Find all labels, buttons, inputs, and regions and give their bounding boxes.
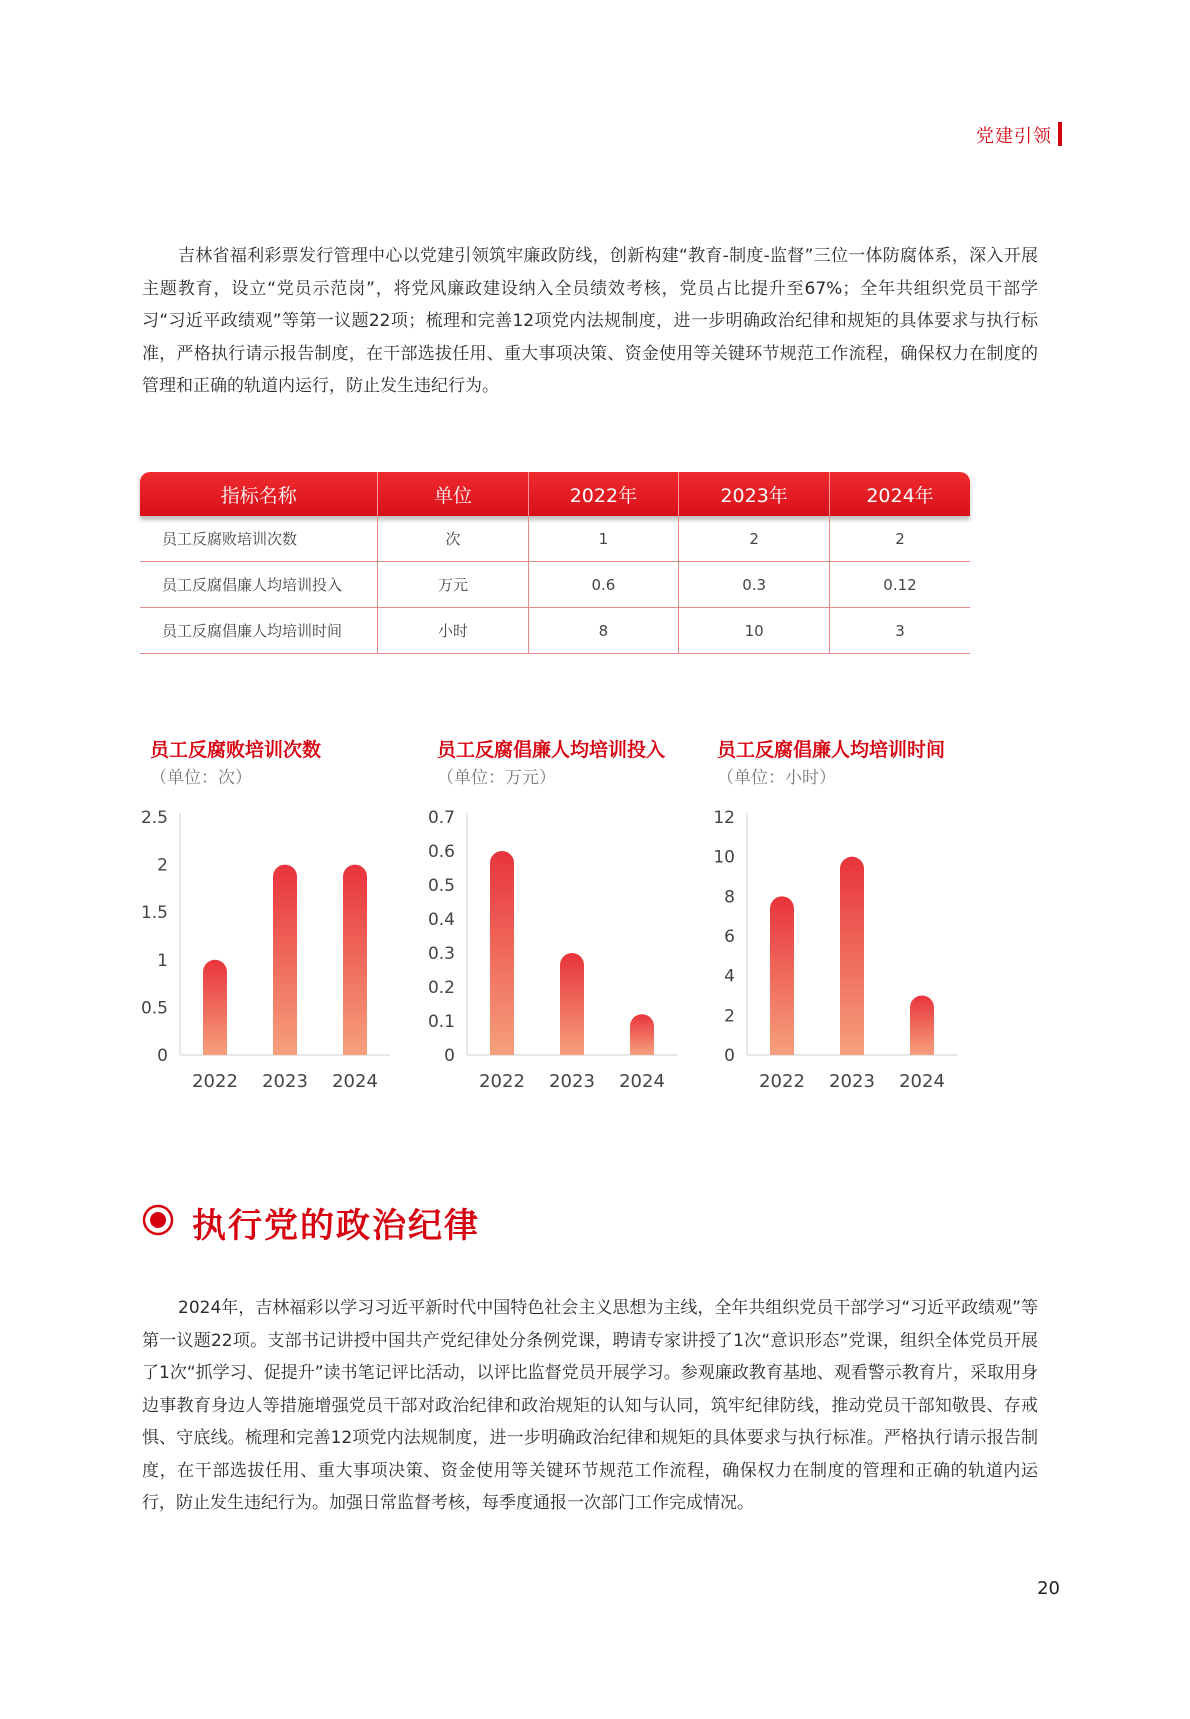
chart-title: 员工反腐倡廉人均培训投入	[437, 739, 666, 761]
y-tick-label: 6	[724, 927, 735, 947]
table-cell: 3	[830, 608, 971, 654]
chart-plot	[705, 805, 965, 1145]
y-tick-label: 2.5	[140, 808, 168, 828]
bar-2022	[203, 960, 227, 1055]
intro-paragraph: 吉林省福利彩票发行管理中心以党建引领筑牢廉政防线，创新构建“教育-制度-监督”三位一体防腐体系，深入开展主题教育，设立“党员示范岗”，将党风廉政建设纳入全员绩效考核，党员占比提升至67%；全年共组织党员干部学习“习近平政绩观”等第一议题22项；梳理和完善12项党内法规制度，进一步明确政治纪律和规矩的具体要求与执行标准，严格执行请示报告制度，在干部选拔任用、重大事项决策、资金使用等关键环节规范工作流程，确保权力在制度的管理和正确的轨道内运行，防止发生违纪行为。	[142, 246, 1038, 396]
y-tick-label: 1	[157, 950, 168, 971]
chart-unit: （单位：小时）	[717, 768, 836, 788]
x-tick-label: 2024	[619, 1071, 665, 1092]
y-tick-label: 1.5	[140, 903, 168, 924]
table-cell: 2	[830, 516, 971, 562]
y-tick-label: 0.6	[427, 842, 455, 862]
bar-2023	[273, 865, 297, 1055]
page-number: 20	[1037, 1578, 1060, 1599]
y-tick-label: 4	[724, 966, 735, 987]
chart-unit: （单位：万元）	[437, 768, 556, 788]
section-tag-bar	[1058, 122, 1062, 146]
chart-title: 员工反腐倡廉人均培训时间	[717, 739, 946, 761]
table-header-cell: 2023年	[679, 472, 830, 516]
table-cell: 2	[679, 516, 830, 562]
y-tick-label: 0.5	[427, 876, 455, 896]
chart-plot	[138, 805, 398, 1145]
x-tick-label: 2024	[332, 1071, 378, 1092]
section-title: 执行党的政治纪律	[192, 1206, 480, 1246]
y-tick-label: 0.5	[140, 998, 168, 1019]
table-row	[140, 608, 970, 654]
bar-2022	[490, 851, 514, 1055]
table-row	[140, 562, 970, 608]
bar-2024	[343, 865, 367, 1055]
bar-2022	[770, 896, 794, 1055]
chart-plot	[425, 805, 685, 1145]
y-tick-label: 0	[157, 1046, 168, 1066]
x-tick-label: 2024	[899, 1071, 945, 1092]
x-tick-label: 2022	[192, 1071, 238, 1092]
y-tick-label: 8	[724, 887, 735, 908]
bar-2023	[840, 857, 864, 1055]
y-tick-label: 0.1	[427, 1012, 455, 1032]
chart-training-investment	[425, 735, 715, 1135]
table-header-cell: 指标名称	[140, 472, 378, 516]
chart-title: 员工反腐败培训次数	[150, 739, 322, 761]
chart-training-hours	[705, 735, 995, 1135]
y-tick-label: 12	[713, 808, 735, 828]
table-cell: 次	[378, 516, 528, 562]
table-cell: 员工反腐败培训次数	[140, 516, 378, 562]
y-tick-label: 10	[713, 847, 735, 868]
chart-training-count	[138, 735, 428, 1135]
table-header-cell: 2022年	[528, 472, 679, 516]
table-header-row	[140, 472, 970, 516]
chart-unit: （单位：次）	[150, 768, 252, 788]
table-cell: 0.12	[830, 562, 971, 608]
table-cell: 1	[528, 516, 679, 562]
table-cell: 万元	[378, 562, 528, 608]
y-tick-label: 0.4	[427, 910, 455, 930]
body-paragraph: 2024年，吉林福彩以学习习近平新时代中国特色社会主义思想为主线，全年共组织党员干部学习“习近平政绩观”等第一议题22项。支部书记讲授中国共产党纪律处分条例党课，聘请专家讲授了1次“意识形态”党课，组织全体党员开展了1次“抓学习、促提升”读书笔记评比活动，以评比监督党员开展学习。参观廉政教育基地、观看警示教育片，采取用身边事教育身边人等措施增强党员干部对政治纪律和政治规矩的认知与认同，筑牢纪律防线，推动党员干部知敬畏、存戒惧、守底线。梳理和完善12项党内法规制度，进一步明确政治纪律和规矩的具体要求与执行标准。严格执行请示报告制度，在干部选拔任用、重大事项决策、资金使用等关键环节规范工作流程，确保权力在制度的管理和正确的轨道内运行，防止发生违纪行为。加强日常监督考核，每季度通报一次部门工作完成情况。	[142, 1298, 1038, 1513]
y-tick-label: 0	[444, 1046, 455, 1066]
table-header-cell: 单位	[378, 472, 528, 516]
bar-2024	[630, 1014, 654, 1055]
table-cell: 小时	[378, 608, 528, 654]
y-tick-label: 2	[157, 855, 168, 876]
x-tick-label: 2023	[262, 1071, 308, 1092]
table-cell: 0.6	[528, 562, 679, 608]
bar-2024	[910, 996, 934, 1056]
table-cell: 员工反腐倡廉人均培训投入	[140, 562, 378, 608]
x-tick-label: 2023	[829, 1071, 875, 1092]
table-header-cell: 2024年	[830, 472, 971, 516]
x-tick-label: 2023	[549, 1071, 595, 1092]
x-tick-label: 2022	[479, 1071, 525, 1092]
bar-2023	[560, 953, 584, 1055]
x-tick-label: 2022	[759, 1071, 805, 1092]
table-cell: 0.3	[679, 562, 830, 608]
target-circle-icon	[142, 1204, 174, 1236]
table-row	[140, 516, 970, 562]
table-cell: 10	[679, 608, 830, 654]
section-tag: 党建引领	[976, 126, 1052, 147]
y-tick-label: 0.3	[427, 944, 455, 964]
indicator-table	[140, 472, 970, 654]
y-tick-label: 2	[724, 1006, 735, 1027]
y-tick-label: 0.2	[427, 978, 455, 998]
table-cell: 8	[528, 608, 679, 654]
y-tick-label: 0	[724, 1046, 735, 1066]
y-tick-label: 0.7	[427, 808, 455, 828]
table-cell: 员工反腐倡廉人均培训时间	[140, 608, 378, 654]
